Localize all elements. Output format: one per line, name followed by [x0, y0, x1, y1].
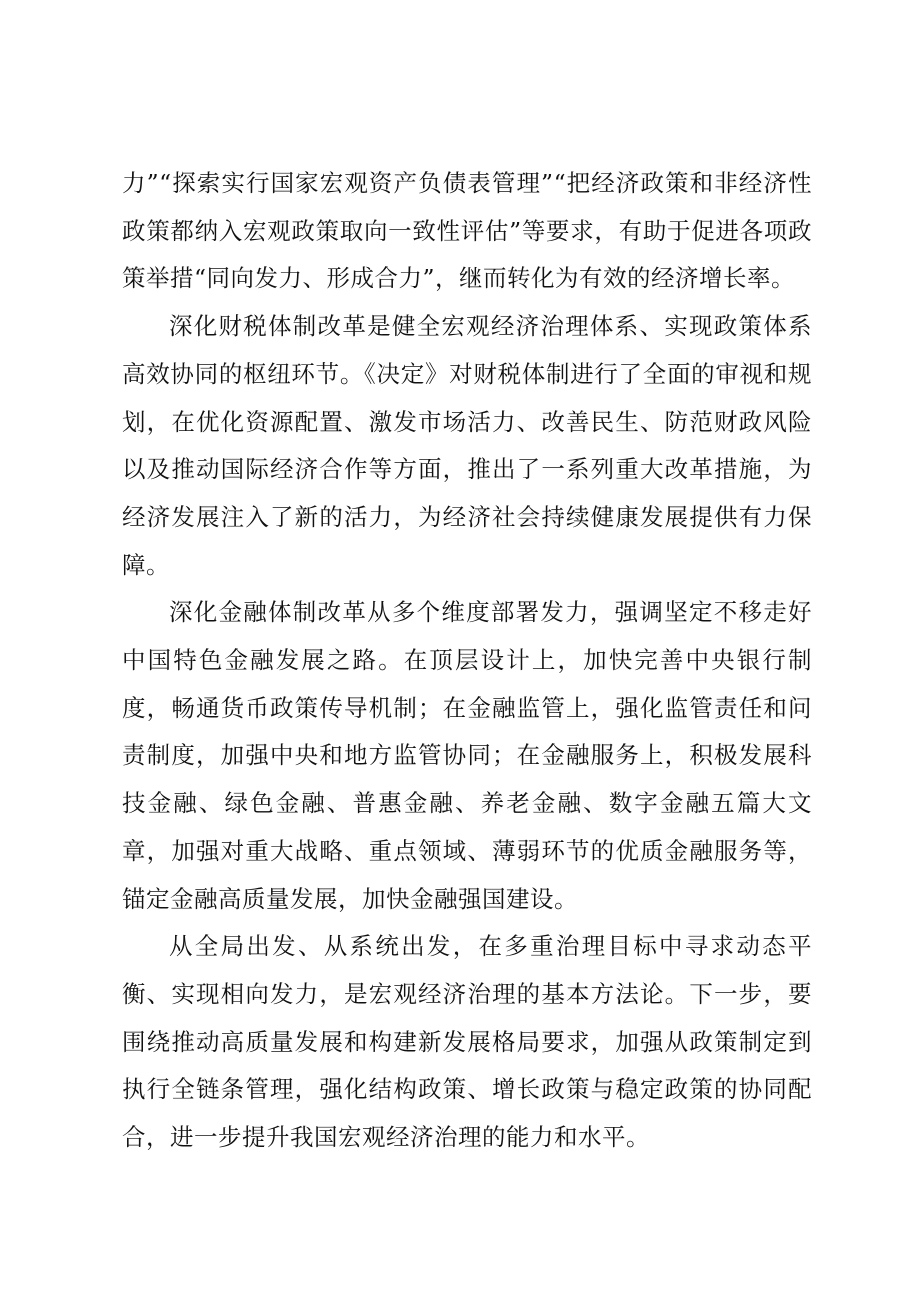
- paragraph-fiscal-reform: 深化财税体制改革是健全宏观经济治理体系、实现政策体系高效协同的枢纽环节。《决定》对财税体制进行了全面的审视和规划，在优化资源配置、激发市场活力、改善民生、防范财政风险以及推动国际经济合作等方面，推出了一系列重大改革措施，为经济发展注入了新的活力，为经济社会持续健康发展提供有力保障。: [122, 312, 812, 579]
- paragraph-conclusion: 从全局出发、从系统出发，在多重治理目标中寻求动态平衡、实现相向发力，是宏观经济治理的基本方法论。下一步，要围绕推动高质量发展和构建新发展格局要求，加强从政策制定到执行全链条管理，强化结构政策、增长政策与稳定政策的协同配合，进一步提升我国宏观经济治理的能力和水平。: [122, 932, 812, 1152]
- document-page: [122, 160, 812, 1162]
- paragraph-financial-reform: 深化金融体制改革从多个维度部署发力，强调坚定不移走好中国特色金融发展之路。在顶层设计上，加快完善中央银行制度，畅通货币政策传导机制；在金融监管上，强化监管责任和问责制度，加强中央和地方监管协同；在金融服务上，积极发展科技金融、绿色金融、普惠金融、养老金融、数字金融五篇大文章，加强对重大战略、重点领域、薄弱环节的优质金融服务等，锚定金融高质量发展，加快金融强国建设。: [122, 598, 812, 913]
- paragraph-continuation: 力”“探索实行国家宏观资产负债表管理”“把经济政策和非经济性政策都纳入宏观政策取向一致性评估”等要求，有助于促进各项政策举措“同向发力、形成合力”，继而转化为有效的经济增长率。: [122, 169, 812, 293]
